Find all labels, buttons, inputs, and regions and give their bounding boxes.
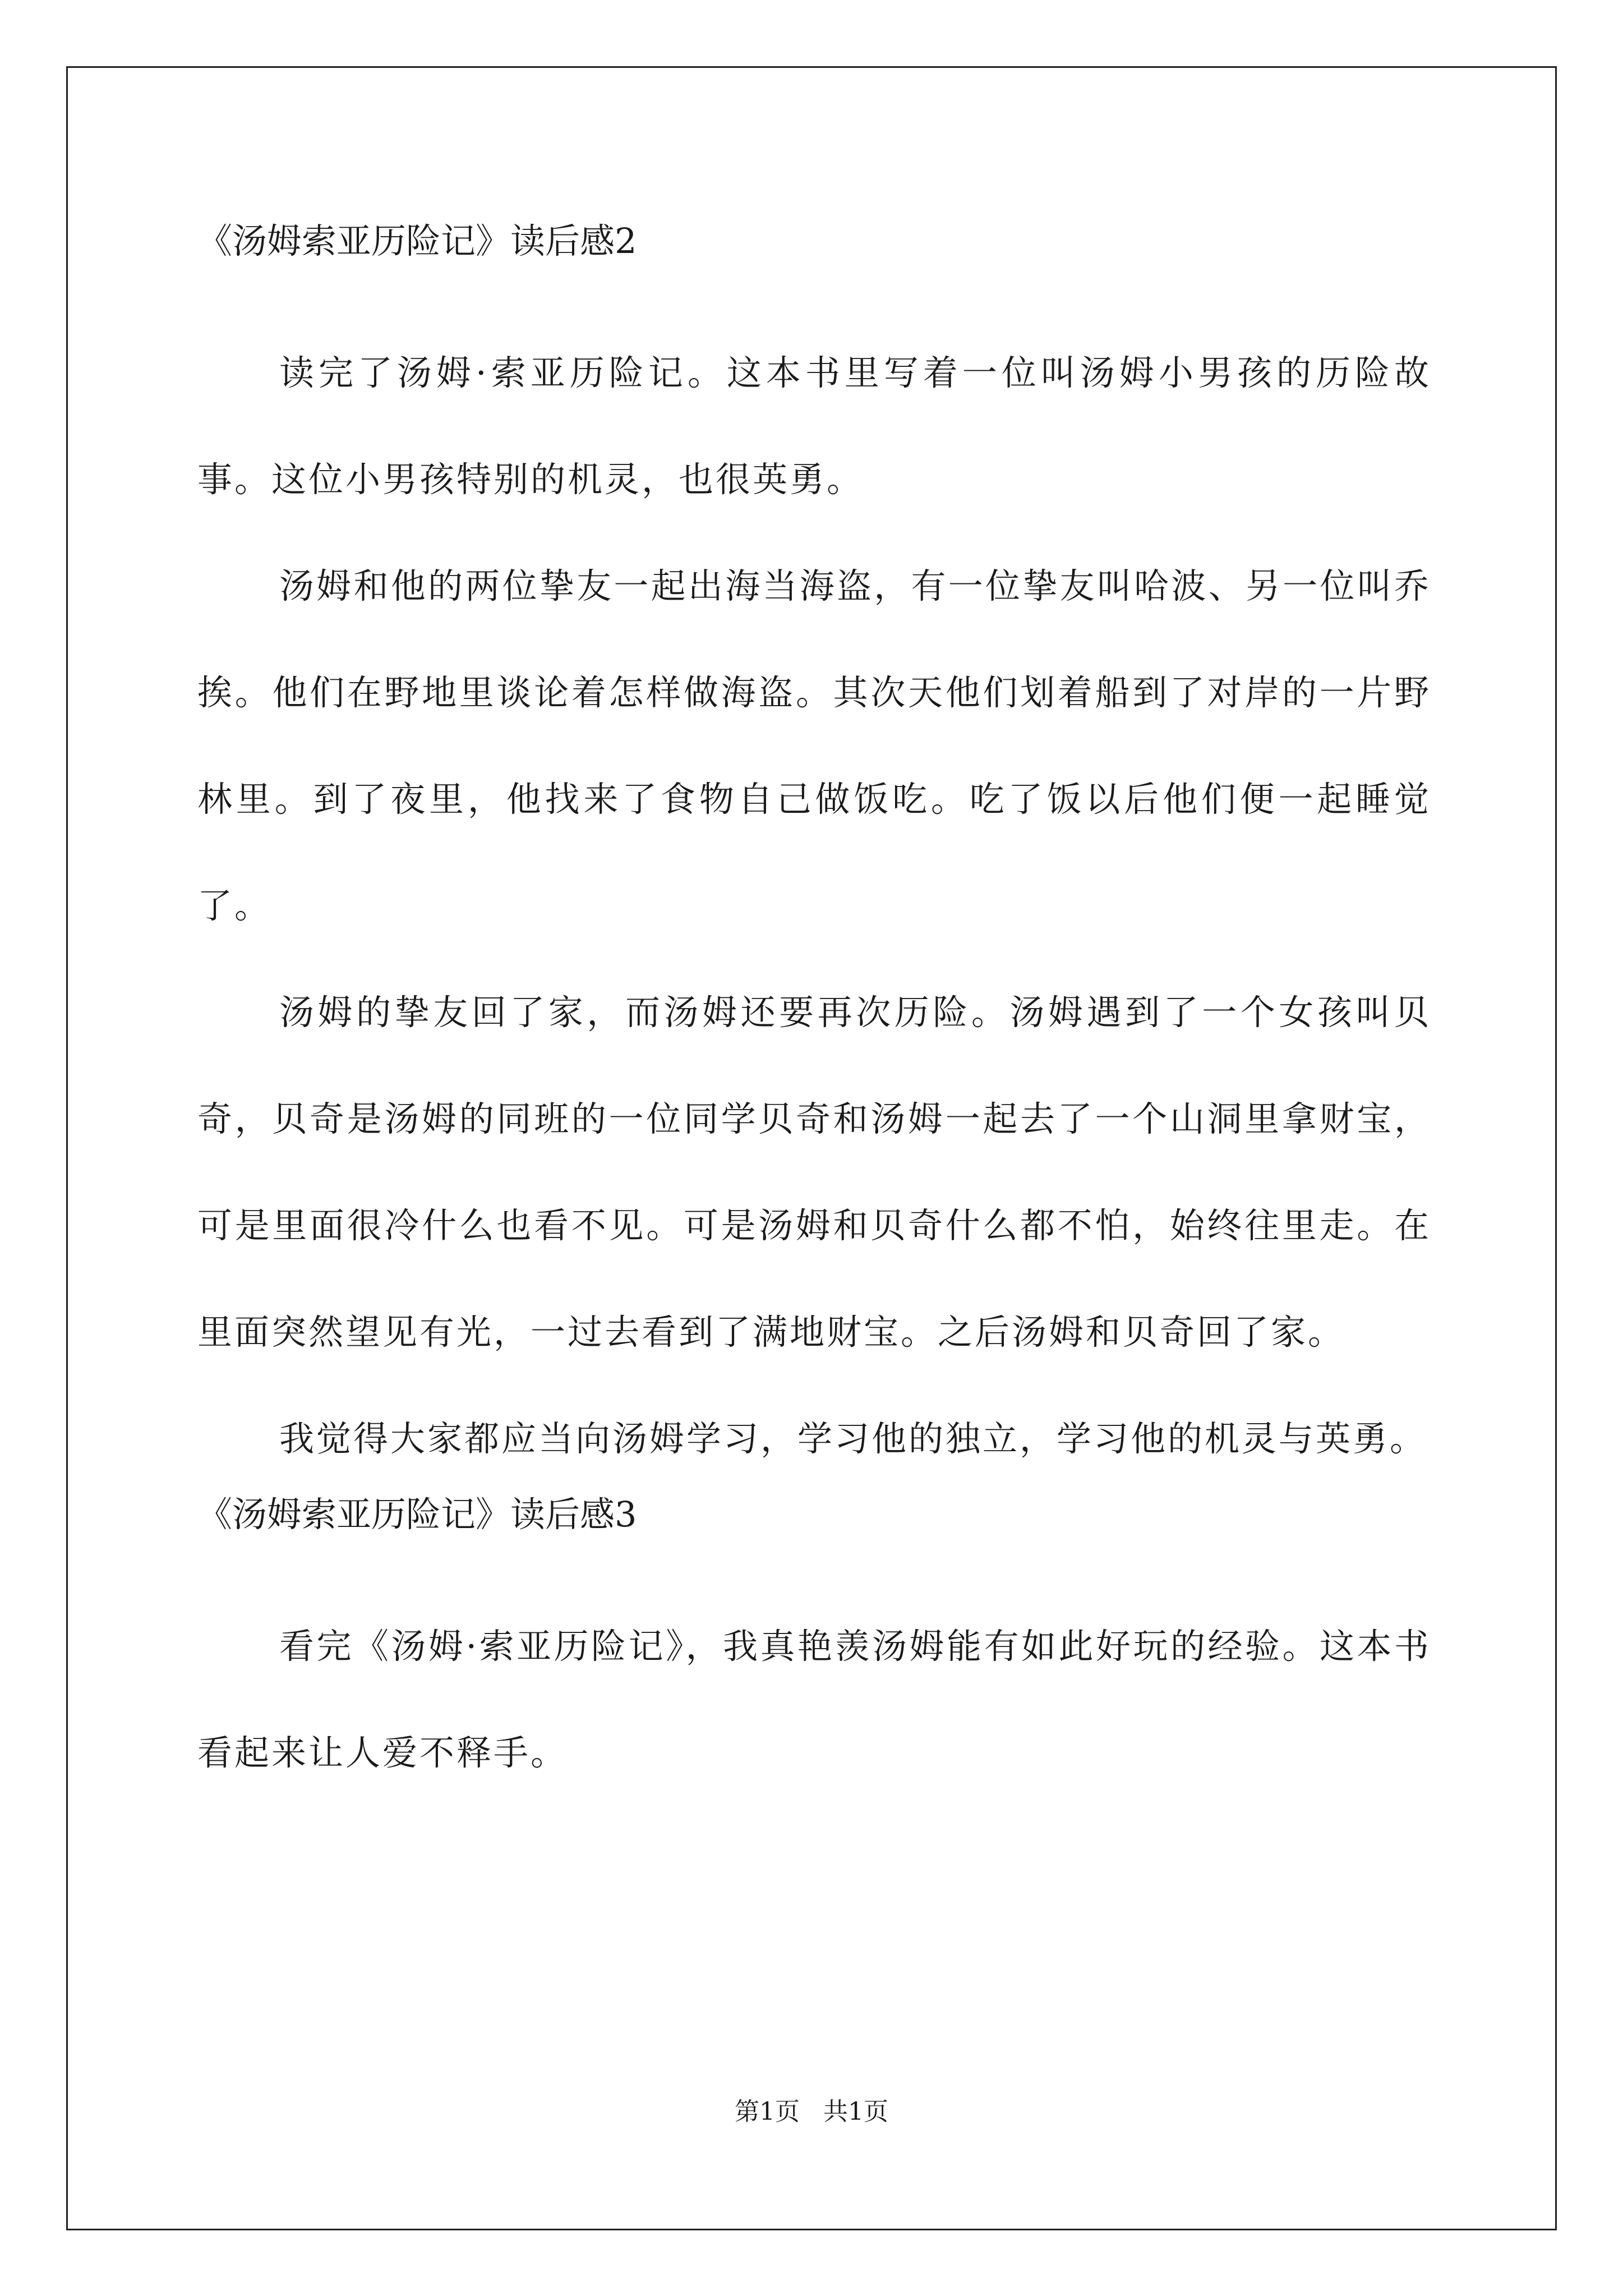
paragraph: 看完《汤姆·索亚历险记》，我真艳羡汤姆能有如此好玩的经验。这本书看起来让人爱不释手。 — [197, 1626, 1431, 1773]
section-title: 《汤姆索亚历险记》读后感2 — [197, 220, 637, 261]
page-number: 第1页 共1页 — [735, 2097, 888, 2126]
document-body — [197, 219, 1431, 1806]
section-2 — [197, 1492, 1431, 1806]
paragraph: 汤姆的挚友回了家，而汤姆还要再次历险。汤姆遇到了一个女孩叫贝奇，贝奇是汤姆的同班的一位同学贝奇和汤姆一起去了一个山洞里拿财宝，可是里面很冷什么也看不见。可是汤姆和贝奇什么都不怕，始终往里走。在里面突然望见有光，一过去看到了满地财宝。之后汤姆和贝奇回了家。 — [197, 992, 1431, 1352]
paragraph: 我觉得大家都应当向汤姆学习，学习他的独立，学习他的机灵与英勇。 — [279, 1418, 1427, 1459]
section-1 — [197, 219, 1431, 1492]
paragraph: 读完了汤姆·索亚历险记。这本书里写着一位叫汤姆小男孩的历险故事。这位小男孩特别的机灵，也很英勇。 — [197, 352, 1431, 500]
paragraph: 汤姆和他的两位挚友一起出海当海盗，有一位挚友叫哈波、另一位叫乔挨。他们在野地里谈论着怎样做海盗。其次天他们划着船到了对岸的一片野林里。到了夜里，他找来了食物自己做饭吃。吃了饭以后他们便一起睡觉了。 — [197, 565, 1431, 926]
section-title: 《汤姆索亚历险记》读后感3 — [197, 1494, 637, 1535]
